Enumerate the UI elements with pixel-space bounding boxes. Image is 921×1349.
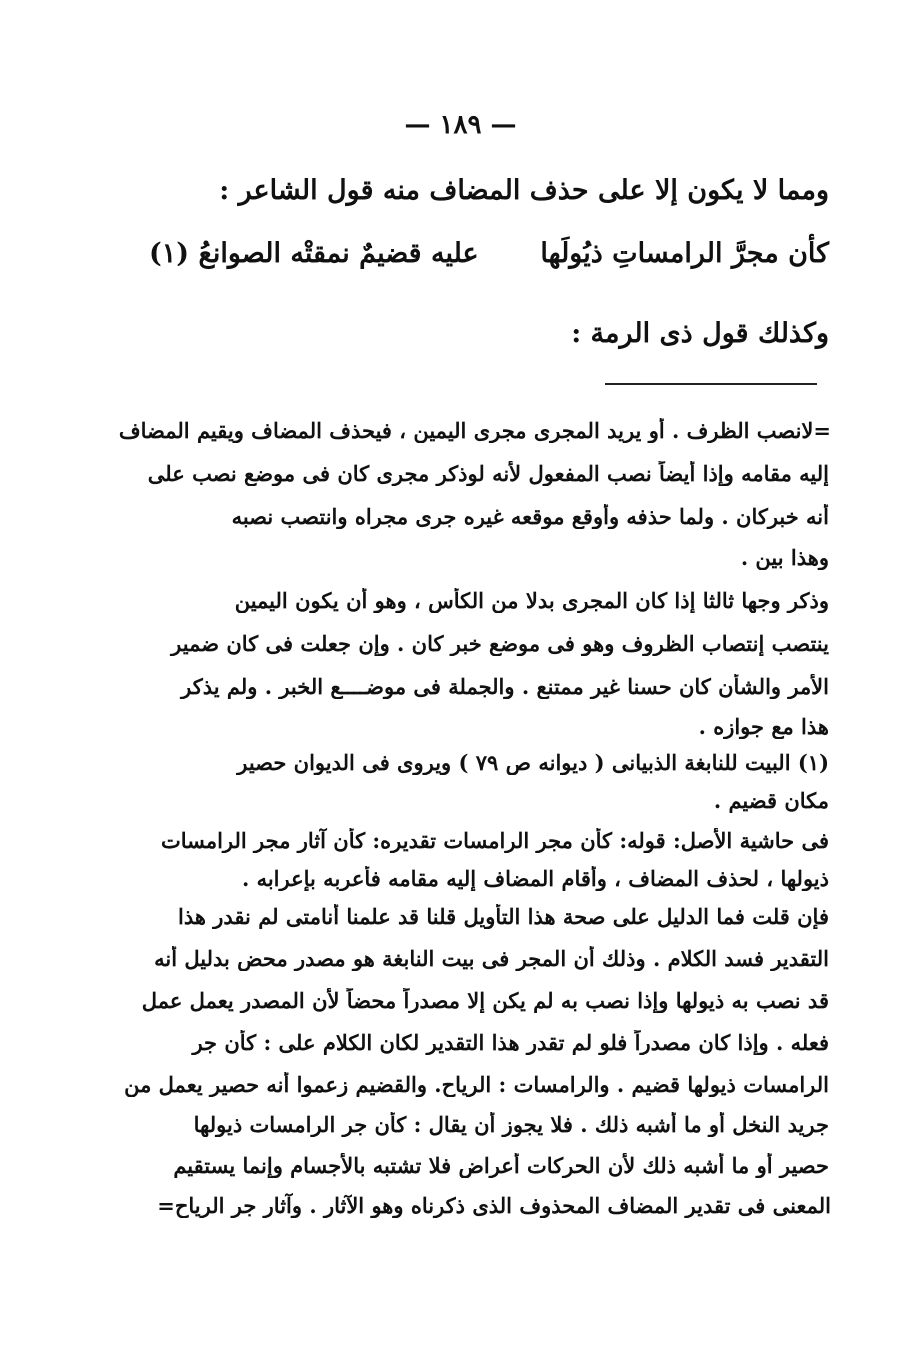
footnote-line: =لانصب الظرف . أو يريد المجرى مجرى اليمين ، فيحذف المضاف ويقيم المضاف bbox=[118, 418, 831, 443]
footnote-line: وهذا بين . bbox=[740, 545, 829, 570]
footnote-line: الأمر والشأن كان حسنا غير ممتنع . والجملة فى موضــــع الخبر . ولم يذكر bbox=[181, 674, 829, 699]
footnote-line: هذا مع جوازه . bbox=[698, 714, 829, 739]
argument-line: التقدير فسد الكلام . وذلك أن المجر فى بيت النابغة هو مصدر محض بدليل أنه bbox=[154, 946, 829, 971]
page-number: — ١٨٩ — bbox=[404, 110, 517, 140]
footnote-separator bbox=[605, 383, 817, 385]
footnote-line: أنه خبركان . ولما حذفه وأوقع موقعه غيره جرى مجراه وانتصب نصبه bbox=[231, 504, 829, 529]
verse-first-hemistich: كأن مجرَّ الرامساتِ ذيُولَها bbox=[540, 238, 829, 269]
main-text-line-3: وكذلك قول ذى الرمة : bbox=[571, 318, 829, 349]
footnote-line: إليه مقامه وإذا أيضاً نصب المفعول لأنه لوذكر مجرى كان فى موضع نصب على bbox=[147, 461, 829, 486]
footnote-line: وذكر وجها ثالثا إذا كان المجرى بدلا من الكأس ، وهو أن يكون اليمين bbox=[234, 588, 829, 613]
verse-second-hemistich: عليه قضيمٌ نمقتْه الصوانعُ (١) bbox=[149, 238, 479, 269]
poem-verse bbox=[149, 238, 829, 288]
footnote-1-line: (١) البيت للنابغة الذبيانى ( ديوانه ص ٧٩ ) ويروى فى الديوان حصير bbox=[237, 750, 829, 775]
margin-note-line: فى حاشية الأصل: قوله: كأن مجر الرامسات تقديره: كأن آثار مجر الرامسات bbox=[160, 828, 829, 853]
main-text-line-1: ومما لا يكون إلا على حذف المضاف منه قول الشاعر : bbox=[219, 175, 829, 206]
footnote-1-line: مكان قضيم . bbox=[713, 788, 829, 813]
argument-line: فإن قلت فما الدليل على صحة هذا التأويل قلنا قد علمنا أنامتى لم نقدر هذا bbox=[178, 904, 829, 929]
argument-line: المعنى فى تقدير المضاف المحذوف الذى ذكرناه وهو الآثار . وآثار جر الرياح= bbox=[157, 1193, 831, 1218]
argument-line: الرامسات ذيولها قضيم . والرامسات : الرياح. والقضيم زعموا أنه حصير يعمل من bbox=[124, 1072, 829, 1097]
footnote-line: ينتصب إنتصاب الظروف وهو فى موضع خبر كان . وإن جعلت فى كان ضمير bbox=[171, 631, 829, 656]
argument-line: قد نصب به ذيولها وإذا نصب به لم يكن إلا مصدراً محضاً لأن المصدر يعمل عمل bbox=[141, 988, 829, 1013]
argument-line: حصير أو ما أشبه ذلك لأن الحركات أعراض فلا تشتبه بالأجسام وإنما يستقيم bbox=[173, 1153, 829, 1178]
argument-line: فعله . وإذا كان مصدراً فلو لم تقدر هذا التقدير لكان الكلام على : كأن جر bbox=[192, 1030, 829, 1055]
margin-note-line: ذيولها ، لحذف المضاف ، وأقام المضاف إليه مقامه فأعربه بإعرابه . bbox=[241, 866, 829, 891]
argument-line: جريد النخل أو ما أشبه ذلك . فلا يجوز أن يقال : كأن جر الرامسات ذيولها bbox=[193, 1112, 829, 1137]
